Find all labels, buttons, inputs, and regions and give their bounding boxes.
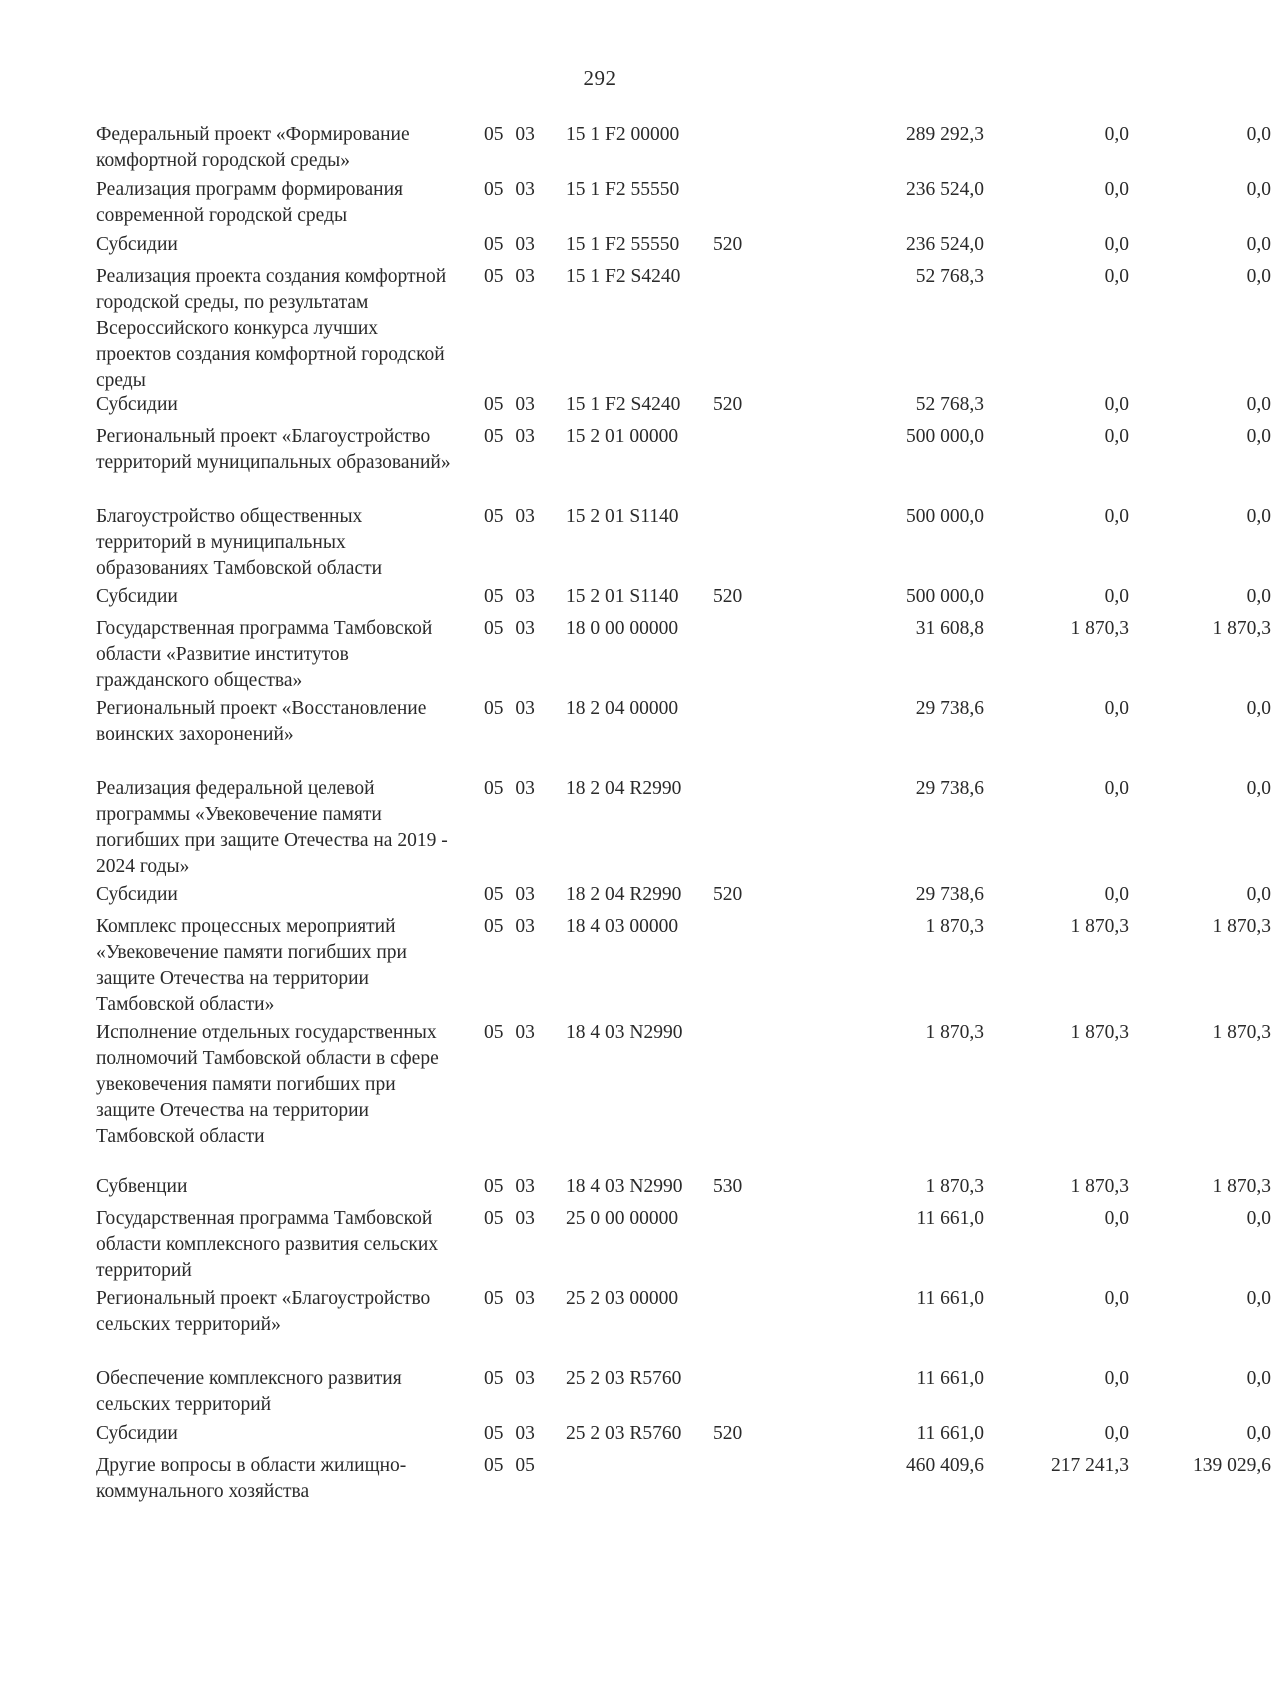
- row-amount-3: 0,0: [1246, 394, 1271, 415]
- row-target: 15 1 F2 55550: [566, 234, 680, 255]
- row-amount-2: 0,0: [1104, 426, 1129, 447]
- row-amount-1: 11 661,0: [916, 1208, 984, 1229]
- row-amount-2: 0,0: [1104, 266, 1129, 287]
- row-name: Реализация программ формирования современной городской среды: [96, 179, 404, 226]
- row-amount-1: 500 000,0: [906, 426, 984, 447]
- row-amount-3: 0,0: [1246, 1368, 1271, 1389]
- row-target: 15 2 01 S1140: [566, 586, 679, 607]
- row-amount-1: 500 000,0: [906, 586, 984, 607]
- row-amount-3: 0,0: [1246, 586, 1271, 607]
- row-amount-3: 0,0: [1246, 1288, 1271, 1309]
- row-amount-3: 1 870,3: [1212, 618, 1271, 639]
- row-type: 520: [713, 234, 743, 255]
- row-name: Благоустройство общественных территорий в муниципальных образованиях Тамбовской области: [96, 506, 383, 579]
- row-amount-2: 0,0: [1104, 234, 1129, 255]
- row-amount-3: 0,0: [1246, 778, 1271, 799]
- table-row: [96, 504, 1271, 584]
- page-number: 292: [583, 66, 617, 90]
- table-row: [96, 1366, 1271, 1421]
- table-row: [96, 1421, 1271, 1453]
- row-type: 520: [713, 586, 743, 607]
- row-name: Исполнение отдельных государственных полномочий Тамбовской области в сфере увековечения памяти погибших при защите Отечества на территории Тамбовской области: [96, 1022, 439, 1147]
- row-amount-1: 236 524,0: [906, 179, 984, 200]
- row-section: 05 03: [484, 586, 535, 607]
- row-amount-1: 500 000,0: [906, 506, 984, 527]
- table-row: [96, 122, 1271, 177]
- row-amount-3: 0,0: [1246, 1423, 1271, 1444]
- row-target: 25 0 00 00000: [566, 1208, 679, 1229]
- row-name: Субсидии: [96, 586, 178, 607]
- table-row: [96, 1453, 1271, 1508]
- table-row: [96, 696, 1271, 776]
- row-name: Региональный проект «Восстановление воинских захоронений»: [96, 698, 427, 745]
- row-section: 05 03: [484, 1288, 535, 1309]
- row-section: 05 03: [484, 234, 535, 255]
- row-amount-2: 0,0: [1104, 778, 1129, 799]
- row-target: 15 1 F2 S4240: [566, 394, 681, 415]
- row-target: 15 1 F2 00000: [566, 124, 680, 145]
- row-amount-2: 0,0: [1104, 394, 1129, 415]
- row-section: 05 03: [484, 426, 535, 447]
- row-amount-3: 0,0: [1246, 884, 1271, 905]
- row-target: 18 4 03 N2990: [566, 1176, 683, 1197]
- row-amount-2: 0,0: [1104, 1368, 1129, 1389]
- row-amount-2: 0,0: [1104, 1208, 1129, 1229]
- row-name: Комплекс процессных мероприятий «Увековечение памяти погибших при защите Отечества на территории Тамбовской области»: [96, 916, 407, 1015]
- row-amount-2: 1 870,3: [1070, 916, 1129, 937]
- row-type: 530: [713, 1176, 743, 1197]
- row-section: 05 03: [484, 394, 535, 415]
- table-row: [96, 1020, 1271, 1174]
- row-name: Государственная программа Тамбовской области комплексного развития сельских территорий: [96, 1208, 439, 1281]
- row-section: 05 03: [484, 1368, 535, 1389]
- table-row: [96, 882, 1271, 914]
- row-name: Реализация федеральной целевой программы «Увековечение памяти погибших при защите Отечества на 2019 - 2024 годы»: [96, 778, 448, 877]
- row-amount-1: 29 738,6: [915, 884, 984, 905]
- row-amount-1: 1 870,3: [925, 1022, 984, 1043]
- row-section: 05 03: [484, 884, 535, 905]
- row-target: 18 4 03 N2990: [566, 1022, 683, 1043]
- row-target: 15 1 F2 S4240: [566, 266, 681, 287]
- row-type: 520: [713, 1423, 743, 1444]
- table-row: [96, 914, 1271, 1020]
- row-name: Другие вопросы в области жилищно-коммунального хозяйства: [96, 1455, 407, 1502]
- row-section: 05 03: [484, 266, 535, 287]
- table-row: [96, 1286, 1271, 1366]
- row-amount-3: 0,0: [1246, 124, 1271, 145]
- row-amount-2: 0,0: [1104, 698, 1129, 719]
- row-amount-2: 1 870,3: [1070, 618, 1129, 639]
- row-name: Субсидии: [96, 884, 178, 905]
- row-name: Субвенции: [96, 1176, 188, 1197]
- row-amount-1: 236 524,0: [906, 234, 984, 255]
- row-amount-1: 29 738,6: [915, 698, 984, 719]
- row-amount-2: 0,0: [1104, 1288, 1129, 1309]
- row-target: 15 1 F2 55550: [566, 179, 680, 200]
- table-row: [96, 1174, 1271, 1206]
- row-target: 25 2 03 R5760: [566, 1368, 682, 1389]
- row-amount-1: 289 292,3: [906, 124, 984, 145]
- row-amount-2: 217 241,3: [1051, 1455, 1129, 1476]
- row-name: Региональный проект «Благоустройство сельских территорий»: [96, 1288, 431, 1335]
- row-amount-3: 1 870,3: [1212, 1022, 1271, 1043]
- table-row: [96, 616, 1271, 696]
- table-row: [96, 232, 1271, 264]
- row-amount-1: 1 870,3: [925, 916, 984, 937]
- row-amount-3: 0,0: [1246, 179, 1271, 200]
- row-name: Реализация проекта создания комфортной городской среды, по результатам Всероссийского конкурса лучших проектов создания комфортной городской среды: [96, 266, 447, 391]
- row-name: Обеспечение комплексного развития сельских территорий: [96, 1368, 402, 1415]
- row-section: 05 03: [484, 1022, 535, 1043]
- row-name: Субсидии: [96, 1423, 178, 1444]
- row-amount-1: 52 768,3: [915, 266, 984, 287]
- row-amount-3: 0,0: [1246, 234, 1271, 255]
- row-type: 520: [713, 394, 743, 415]
- row-amount-2: 0,0: [1104, 586, 1129, 607]
- table-row: [96, 584, 1271, 616]
- row-section: 05 03: [484, 1176, 535, 1197]
- row-amount-2: 0,0: [1104, 1423, 1129, 1444]
- row-amount-3: 1 870,3: [1212, 1176, 1271, 1197]
- table-row: [96, 1206, 1271, 1286]
- row-amount-1: 11 661,0: [916, 1423, 984, 1444]
- row-name: Региональный проект «Благоустройство территорий муниципальных образований»: [96, 426, 451, 473]
- row-target: 18 2 04 00000: [566, 698, 679, 719]
- row-amount-1: 29 738,6: [915, 778, 984, 799]
- row-amount-1: 52 768,3: [915, 394, 984, 415]
- row-amount-2: 0,0: [1104, 506, 1129, 527]
- row-section: 05 03: [484, 698, 535, 719]
- row-section: 05 03: [484, 916, 535, 937]
- row-amount-2: 0,0: [1104, 124, 1129, 145]
- row-section: 05 03: [484, 124, 535, 145]
- row-amount-1: 460 409,6: [906, 1455, 984, 1476]
- row-section: 05 03: [484, 1423, 535, 1444]
- row-section: 05 03: [484, 179, 535, 200]
- row-target: 15 2 01 00000: [566, 426, 679, 447]
- row-section: 05 03: [484, 778, 535, 799]
- row-amount-3: 1 870,3: [1212, 916, 1271, 937]
- row-section: 05 05: [484, 1455, 535, 1476]
- table-row: [96, 424, 1271, 504]
- row-amount-2: 1 870,3: [1070, 1022, 1129, 1043]
- row-section: 05 03: [484, 506, 535, 527]
- row-amount-1: 1 870,3: [925, 1176, 984, 1197]
- row-amount-1: 31 608,8: [915, 618, 984, 639]
- row-amount-1: 11 661,0: [916, 1288, 984, 1309]
- row-amount-2: 1 870,3: [1070, 1176, 1129, 1197]
- row-target: 18 4 03 00000: [566, 916, 679, 937]
- row-name: Субсидии: [96, 394, 178, 415]
- table-row: [96, 776, 1271, 882]
- row-section: 05 03: [484, 618, 535, 639]
- table-row: [96, 177, 1271, 232]
- row-target: 15 2 01 S1140: [566, 506, 679, 527]
- row-name: Федеральный проект «Формирование комфортной городской среды»: [96, 124, 410, 171]
- row-amount-2: 0,0: [1104, 884, 1129, 905]
- row-amount-3: 0,0: [1246, 426, 1271, 447]
- row-amount-3: 0,0: [1246, 698, 1271, 719]
- row-target: 18 0 00 00000: [566, 618, 679, 639]
- row-amount-3: 139 029,6: [1193, 1455, 1271, 1476]
- row-amount-3: 0,0: [1246, 506, 1271, 527]
- table-row: [96, 392, 1271, 424]
- row-target: 18 2 04 R2990: [566, 778, 682, 799]
- row-section: 05 03: [484, 1208, 535, 1229]
- row-amount-3: 0,0: [1246, 1208, 1271, 1229]
- row-name: Государственная программа Тамбовской области «Развитие институтов гражданского общества»: [96, 618, 433, 691]
- table-row: [96, 264, 1271, 392]
- row-type: 520: [713, 884, 743, 905]
- row-target: 25 2 03 R5760: [566, 1423, 682, 1444]
- row-target: 25 2 03 00000: [566, 1288, 679, 1309]
- budget-table: [96, 122, 1271, 1508]
- row-name: Субсидии: [96, 234, 178, 255]
- row-amount-1: 11 661,0: [916, 1368, 984, 1389]
- row-target: 18 2 04 R2990: [566, 884, 682, 905]
- row-amount-2: 0,0: [1104, 179, 1129, 200]
- row-amount-3: 0,0: [1246, 266, 1271, 287]
